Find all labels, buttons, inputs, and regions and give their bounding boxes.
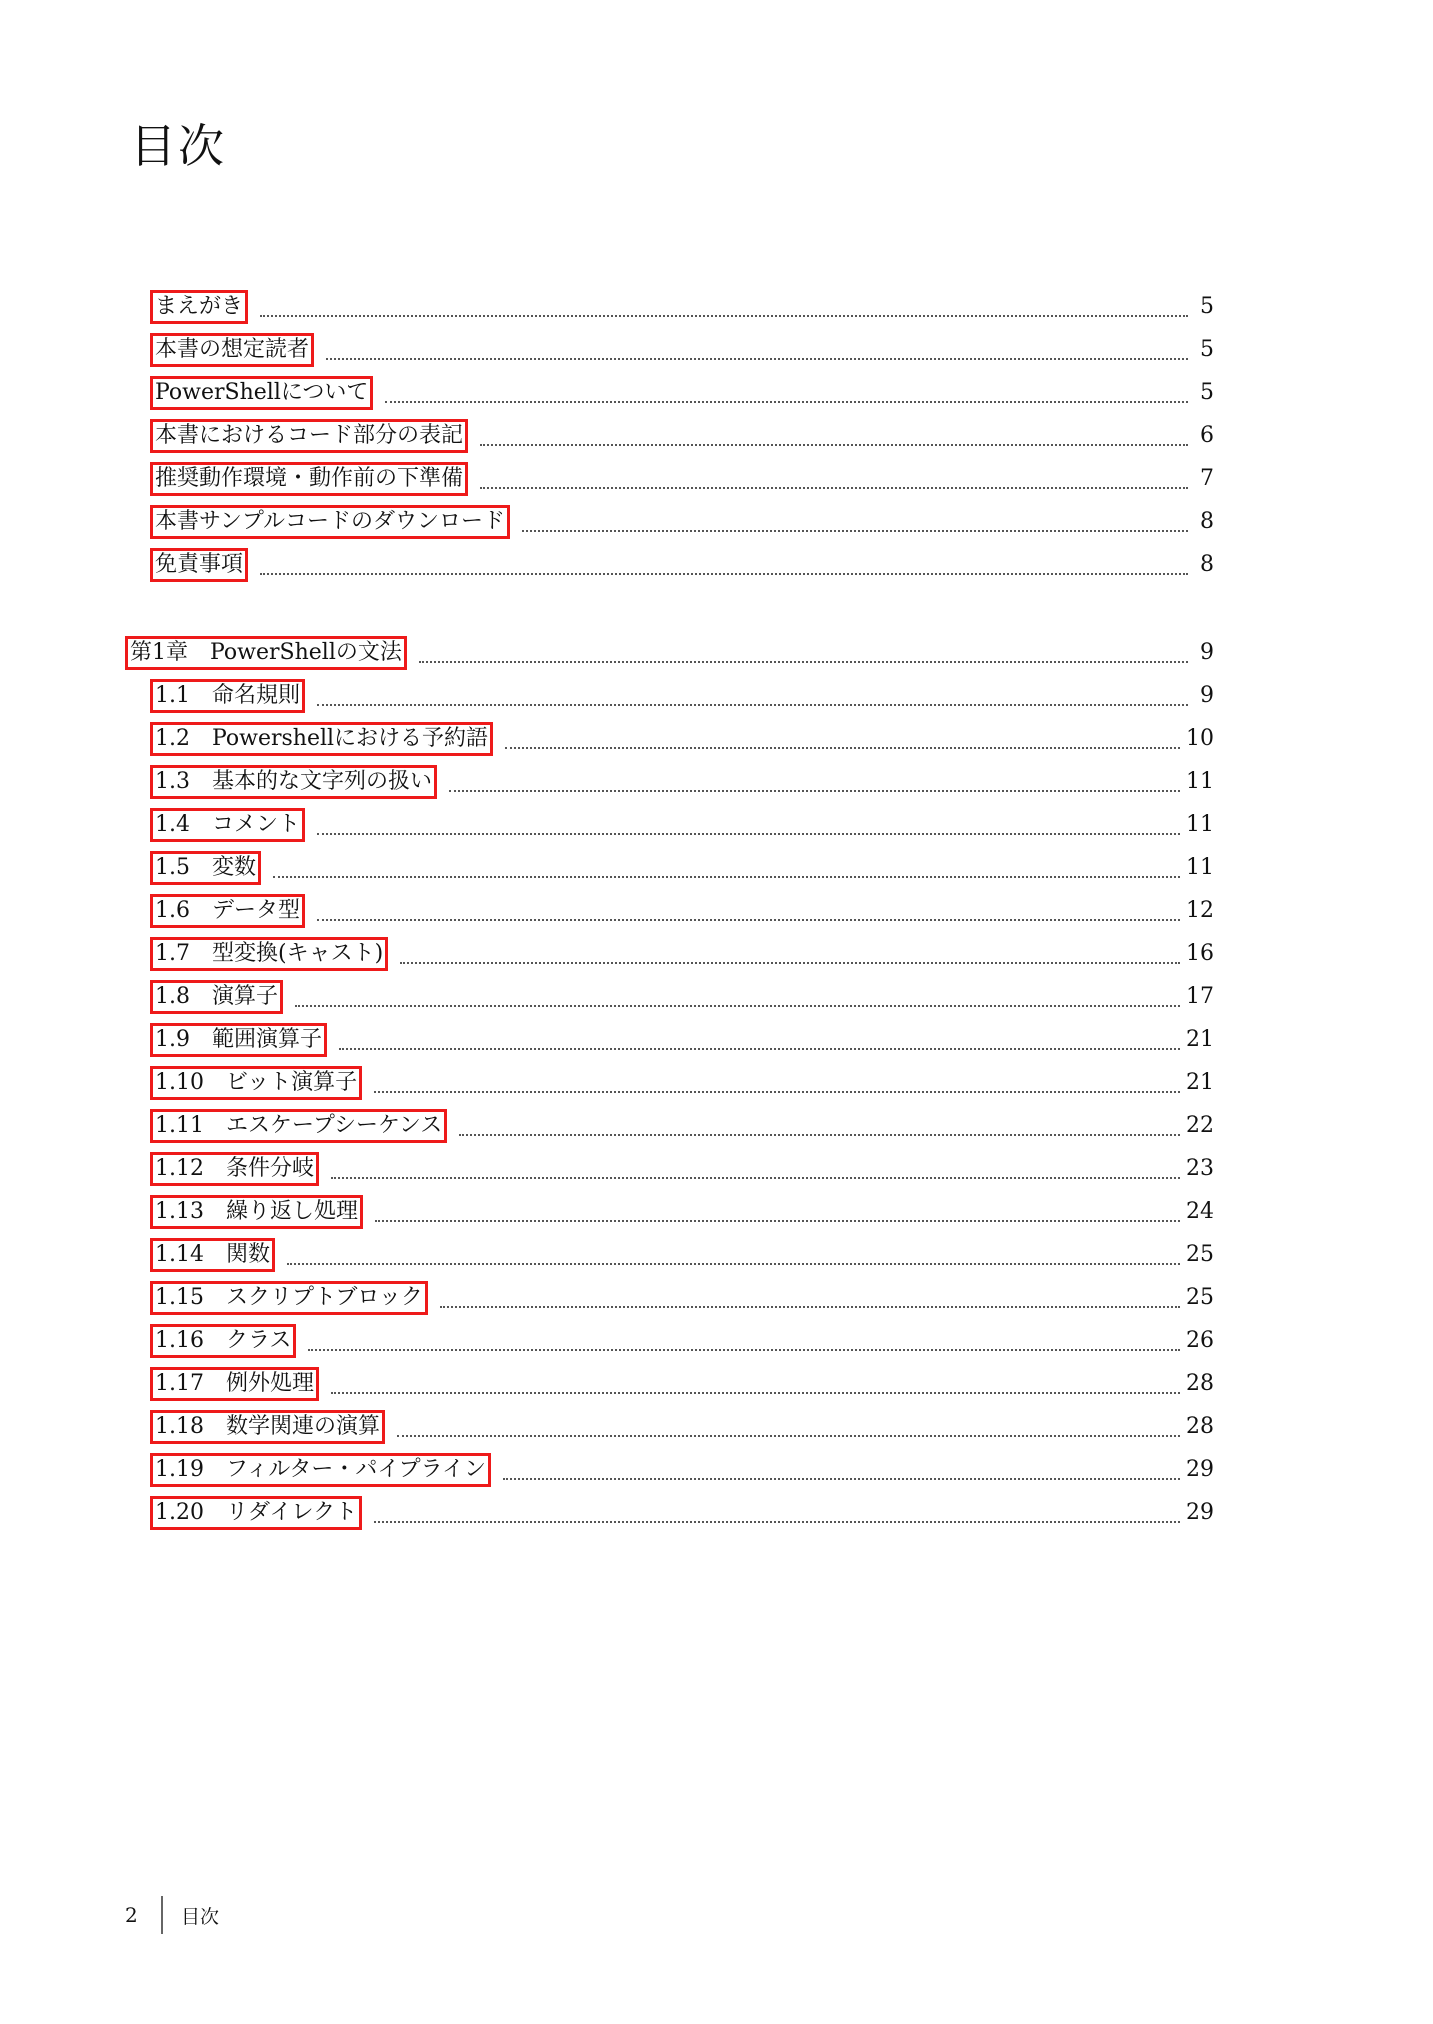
toc-entry-label[interactable]: 推奨動作環境・動作前の下準備 — [150, 462, 468, 496]
toc-entry-label[interactable]: 1.18 数学関連の演算 — [150, 1410, 385, 1444]
toc-entry-label[interactable]: 免責事項 — [150, 548, 248, 582]
leader-dots — [331, 1161, 1180, 1179]
toc-page-number: 24 — [1186, 1199, 1214, 1224]
toc-entry-label[interactable]: 1.2 Powershellにおける予約語 — [150, 722, 493, 756]
toc-page-number: 28 — [1186, 1371, 1214, 1396]
toc-entry-label[interactable]: 1.3 基本的な文字列の扱い — [150, 765, 437, 799]
toc-page-number: 5 — [1200, 294, 1214, 319]
toc-entry-target-readers[interactable] — [150, 333, 1214, 369]
leader-dots — [400, 946, 1180, 964]
toc-entry-label[interactable]: 本書サンプルコードのダウンロード — [150, 505, 510, 539]
toc-entry-label[interactable]: 1.15 スクリプトブロック — [150, 1281, 428, 1315]
toc-entry-section-1-20[interactable] — [150, 1496, 1214, 1532]
leader-dots — [287, 1247, 1180, 1265]
toc-entry-label[interactable]: 1.1 命名規則 — [150, 679, 305, 713]
leader-dots — [374, 1075, 1180, 1093]
toc-entry-section-1-15[interactable] — [150, 1281, 1214, 1317]
toc-page-number: 5 — [1200, 337, 1214, 362]
toc-entry-section-1-19[interactable] — [150, 1453, 1214, 1489]
toc-page-number: 7 — [1200, 466, 1214, 491]
toc-entry-disclaimer[interactable] — [150, 548, 1214, 584]
toc-page-number: 10 — [1186, 726, 1214, 751]
leader-dots — [480, 428, 1188, 446]
toc-page-number: 17 — [1186, 984, 1214, 1009]
toc-page-number: 9 — [1200, 683, 1214, 708]
toc-page-number: 25 — [1186, 1242, 1214, 1267]
leader-dots — [480, 471, 1188, 489]
leader-dots — [317, 903, 1180, 921]
toc-entry-label[interactable]: 1.5 変数 — [150, 851, 261, 885]
footer-divider — [161, 1896, 163, 1934]
toc-entry-section-1-2[interactable] — [150, 722, 1214, 758]
toc-entry-code-notation[interactable] — [150, 419, 1214, 455]
toc-entry-section-1-16[interactable] — [150, 1324, 1214, 1360]
toc-page-number: 5 — [1200, 380, 1214, 405]
toc-entry-label[interactable]: 1.14 関数 — [150, 1238, 275, 1272]
toc-page-number: 25 — [1186, 1285, 1214, 1310]
leader-dots — [397, 1419, 1180, 1437]
toc-entry-label[interactable]: 1.17 例外処理 — [150, 1367, 319, 1401]
toc-page-number: 21 — [1186, 1070, 1214, 1095]
toc-page-number: 22 — [1186, 1113, 1214, 1138]
leader-dots — [295, 989, 1180, 1007]
leader-dots — [440, 1290, 1180, 1308]
page-footer — [125, 1895, 219, 1935]
footer-page-number: 2 — [125, 1903, 138, 1927]
leader-dots — [317, 817, 1180, 835]
leader-dots — [419, 645, 1188, 663]
toc-page-number: 12 — [1186, 898, 1214, 923]
toc-entry-chapter-1[interactable] — [125, 636, 1214, 672]
leader-dots — [374, 1505, 1180, 1523]
leader-dots — [317, 688, 1188, 706]
toc-entry-label[interactable]: 1.20 リダイレクト — [150, 1496, 362, 1530]
toc-entry-about-powershell[interactable] — [150, 376, 1214, 412]
leader-dots — [385, 385, 1188, 403]
toc-entry-section-1-18[interactable] — [150, 1410, 1214, 1446]
toc-entry-label[interactable]: 1.11 エスケープシーケンス — [150, 1109, 447, 1143]
leader-dots — [339, 1032, 1180, 1050]
toc-entry-label[interactable]: 1.12 条件分岐 — [150, 1152, 319, 1186]
toc-page-number: 8 — [1200, 552, 1214, 577]
toc-entry-foreword[interactable] — [150, 290, 1214, 326]
toc-page-number: 23 — [1186, 1156, 1214, 1181]
toc-entry-section-1-10[interactable] — [150, 1066, 1214, 1102]
leader-dots — [449, 774, 1180, 792]
leader-dots — [326, 342, 1188, 360]
leader-dots — [331, 1376, 1180, 1394]
toc-entry-label[interactable]: 1.7 型変換(キャスト) — [150, 937, 388, 971]
toc-entry-label[interactable]: 1.9 範囲演算子 — [150, 1023, 327, 1057]
toc-entry-section-1-8[interactable] — [150, 980, 1214, 1016]
toc-entry-sample-download[interactable] — [150, 505, 1214, 541]
toc-page-number: 21 — [1186, 1027, 1214, 1052]
toc-entry-section-1-1[interactable] — [150, 679, 1214, 715]
toc-entry-label[interactable]: 本書の想定読者 — [150, 333, 314, 367]
toc-entry-label[interactable]: まえがき — [150, 290, 248, 324]
toc-entry-section-1-11[interactable] — [150, 1109, 1214, 1145]
toc-entry-label[interactable]: 1.10 ビット演算子 — [150, 1066, 362, 1100]
toc-entry-label[interactable]: 1.16 クラス — [150, 1324, 296, 1358]
toc-page-number: 29 — [1186, 1457, 1214, 1482]
toc-entry-section-1-17[interactable] — [150, 1367, 1214, 1403]
leader-dots — [260, 299, 1188, 317]
toc-entry-label[interactable]: 本書におけるコード部分の表記 — [150, 419, 468, 453]
toc-page-number: 16 — [1186, 941, 1214, 966]
toc-entry-label[interactable]: 1.8 演算子 — [150, 980, 283, 1014]
leader-dots — [522, 514, 1188, 532]
toc-page-number: 11 — [1186, 855, 1214, 880]
toc-entry-label[interactable]: 1.19 フィルター・パイプライン — [150, 1453, 491, 1487]
toc-page-number: 29 — [1186, 1500, 1214, 1525]
leader-dots — [260, 557, 1188, 575]
leader-dots — [503, 1462, 1180, 1480]
page-title: 目次 — [130, 119, 226, 173]
toc-entry-section-1-12[interactable] — [150, 1152, 1214, 1188]
footer-title: 目次 — [181, 1905, 220, 1928]
leader-dots — [375, 1204, 1180, 1222]
toc-entry-section-1-4[interactable] — [150, 808, 1214, 844]
toc-entry-label[interactable]: 1.4 コメント — [150, 808, 305, 842]
leader-dots — [459, 1118, 1180, 1136]
toc-page-number: 11 — [1186, 769, 1214, 794]
toc-page-number: 9 — [1200, 640, 1214, 665]
leader-dots — [505, 731, 1180, 749]
toc-page-number: 28 — [1186, 1414, 1214, 1439]
toc-entry-section-1-13[interactable] — [150, 1195, 1214, 1231]
toc-entry-section-1-3[interactable] — [150, 765, 1214, 801]
toc-entry-section-1-7[interactable] — [150, 937, 1214, 973]
toc-page-number: 6 — [1200, 423, 1214, 448]
toc-entry-label[interactable]: 1.13 繰り返し処理 — [150, 1195, 363, 1229]
toc-entry-section-1-5[interactable] — [150, 851, 1214, 887]
toc-entry-section-1-14[interactable] — [150, 1238, 1214, 1274]
toc-page-number: 11 — [1186, 812, 1214, 837]
toc-page-number: 26 — [1186, 1328, 1214, 1353]
leader-dots — [308, 1333, 1180, 1351]
toc-page-number: 8 — [1200, 509, 1214, 534]
toc-entry-environment[interactable] — [150, 462, 1214, 498]
toc-entry-label[interactable]: 1.6 データ型 — [150, 894, 305, 928]
toc-entry-section-1-6[interactable] — [150, 894, 1214, 930]
toc-entry-label[interactable]: PowerShellについて — [150, 376, 373, 410]
toc-chapter-label[interactable]: 第1章 PowerShellの文法 — [125, 636, 407, 670]
leader-dots — [273, 860, 1180, 878]
toc-entry-section-1-9[interactable] — [150, 1023, 1214, 1059]
